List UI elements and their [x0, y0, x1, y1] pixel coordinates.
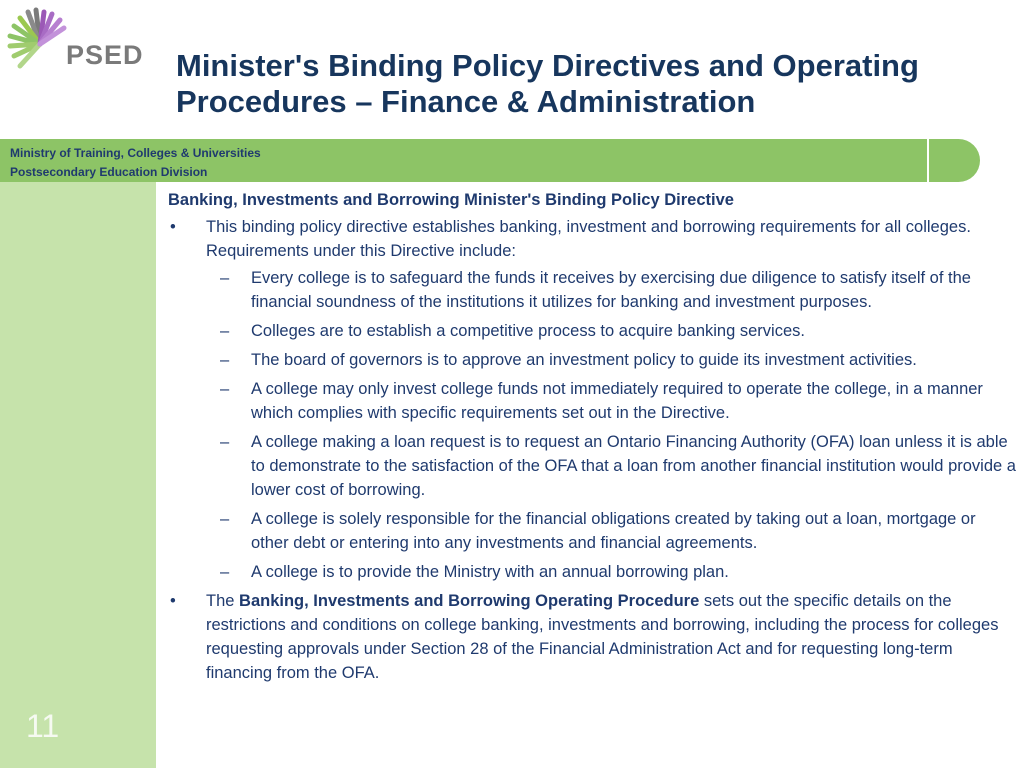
slide-number: 11 — [26, 708, 60, 744]
band-divider — [927, 139, 929, 182]
sub-item — [168, 319, 1016, 343]
sub-item — [168, 507, 1016, 555]
sub-item-text: A college may only invest college funds not immediately required to operate the college, in a manner which complies with specific requirements set out in the Directive. — [251, 380, 983, 422]
bullet-text-rest: sets out the specific details on the restrictions and conditions on college banking, investments and borrowing, including the process for colleges requesting approvals under Section 28 of the Financial Administration Act and for requesting long-term financing from the OFA. — [206, 592, 999, 682]
dash-mark: – — [220, 322, 230, 340]
sub-item — [168, 560, 1016, 584]
left-sidebar — [0, 182, 156, 768]
bullet-item — [168, 589, 1016, 685]
sub-item — [168, 430, 1016, 502]
sub-item — [168, 377, 1016, 425]
bullet-text-prefix: The — [206, 592, 240, 610]
sub-item-text: The board of governors is to approve an investment policy to guide its investment activities. — [251, 351, 917, 369]
bullet-item — [168, 215, 1016, 263]
bullet-mark: • — [170, 592, 176, 610]
sub-item-text: A college making a loan request is to request an Ontario Financing Authority (OFA) loan unless it is able to demonstrate to the satisfaction of the OFA that a loan from another financial institution would provide a lower cost of borrowing. — [251, 433, 1016, 499]
section-heading: Banking, Investments and Borrowing Minister's Binding Policy Directive — [168, 191, 734, 209]
slide-title-line-1: Minister's Binding Policy Directives and Operating — [176, 48, 919, 83]
sub-item-text: A college is to provide the Ministry with an annual borrowing plan. — [251, 563, 729, 581]
dash-mark: – — [220, 433, 230, 451]
dash-mark: – — [220, 380, 230, 398]
logo-text: PSED — [66, 40, 144, 70]
sub-item — [168, 266, 1016, 314]
sub-item-text: Every college is to safeguard the funds it receives by exercising due diligence to satisfy itself of the financial soundness of the institutions it utilizes for banking and investment purposes. — [251, 269, 971, 311]
operating-procedure-name: Banking, Investments and Borrowing Operating Procedure — [239, 592, 700, 610]
dash-mark: – — [220, 269, 230, 287]
ministry-label — [10, 144, 261, 182]
dash-mark: – — [220, 510, 230, 528]
psed-logo — [6, 4, 146, 74]
dash-mark: – — [220, 563, 230, 581]
sub-item-text: A college is solely responsible for the financial obligations created by taking out a loan, mortgage or other debt or entering into any investments and financial agreements. — [251, 510, 976, 552]
sub-item — [168, 348, 1016, 372]
slide-title — [176, 48, 1016, 120]
slide-body — [168, 188, 1016, 688]
sub-item-text: Colleges are to establish a competitive process to acquire banking services. — [251, 322, 805, 340]
slide-title-line-2: Procedures – Finance & Administration — [176, 84, 756, 119]
division-name: Postsecondary Education Division — [10, 165, 208, 179]
bullet-text: This binding policy directive establishes banking, investment and borrowing requirements for all colleges. Requirements under this Directive include: — [206, 218, 971, 260]
dash-mark: – — [220, 351, 230, 369]
bullet-mark: • — [170, 218, 176, 236]
ministry-name: Ministry of Training, Colleges & Universities — [10, 146, 261, 160]
